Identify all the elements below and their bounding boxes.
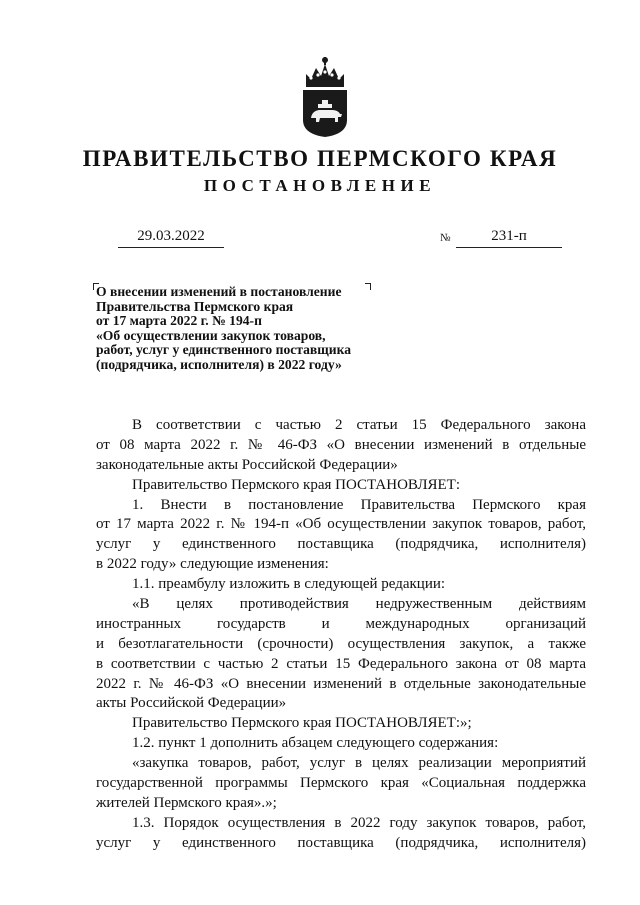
body-line: «закупка товаров, работ, услуг в целях реализации мероприятий	[132, 755, 586, 772]
subject-line: (подрядчика, исполнителя) в 2022 году»	[96, 356, 342, 372]
subject-line: от 17 марта 2022 г. № 194-п	[96, 313, 262, 329]
body-line: услуг у единственного поставщика (подрядчика, исполнителя)	[96, 536, 586, 553]
perm-krai-coat-of-arms-icon	[300, 54, 350, 138]
body-line: от 17 марта 2022 г. № 194-п «Об осуществлении закупок товаров, работ,	[96, 516, 586, 533]
government-title: ПРАВИТЕЛЬСТВО ПЕРМСКОГО КРАЯ	[82, 146, 558, 171]
body-line: 1.2. пункт 1 дополнить абзацем следующего содержания:	[132, 735, 499, 752]
number-label: №	[440, 232, 451, 244]
body-line: Правительство Пермского края ПОСТАНОВЛЯЕТ:	[132, 476, 461, 493]
body-line: иностранных государств и международных организаций	[96, 615, 586, 632]
body-line: 1.3. Порядок осуществления в 2022 году закупок товаров, работ,	[132, 814, 586, 831]
body-line: «В целях противодействия недружественным действиям	[132, 596, 586, 613]
subject-line: Правительства Пермского края	[96, 298, 294, 314]
body-line: 2022 г. № 46-ФЗ «О внесении изменений в отдельные законодательные	[96, 675, 586, 692]
body-line: услуг у единственного поставщика (подрядчика, исполнителя)	[96, 834, 586, 851]
subject-line: «Об осуществлении закупок товаров,	[96, 327, 326, 343]
document-body	[96, 416, 586, 854]
document-date: 29.03.2022	[118, 227, 224, 248]
document-subject	[96, 285, 386, 373]
body-line: государственной программы Пермского края «Социальная поддержка	[96, 775, 586, 792]
body-line: В соответствии с частью 2 статьи 15 Федерального закона	[132, 417, 586, 433]
body-line: и безотлагательности (срочности) осуществления закупок, а также	[96, 635, 586, 652]
body-line: 1. Внести в постановление Правительства Пермского края	[132, 496, 586, 513]
body-line: законодательные акты Российской Федерации»	[96, 456, 398, 473]
body-line: жителей Пермского края».»;	[96, 794, 277, 811]
body-line: Правительство Пермского края ПОСТАНОВЛЯЕТ:»;	[132, 715, 472, 732]
body-line: в соответствии с частью 2 статьи 15 Федерального закона от 08 марта	[96, 655, 586, 672]
document-number: 231-п	[456, 227, 562, 248]
body-line: 1.1. преамбулу изложить в следующей редакции:	[132, 576, 446, 593]
subject-line: работ, услуг у единственного поставщика	[96, 342, 351, 358]
body-line: в 2022 году» следующие изменения:	[96, 556, 329, 573]
document-type: ПОСТАНОВЛЕНИЕ	[203, 176, 437, 195]
subject-line: О внесении изменений в постановление	[96, 284, 342, 299]
body-line: акты Российской Федерации»	[96, 695, 287, 712]
body-line: от 08 марта 2022 г. № 46-ФЗ «О внесении изменений в отдельные	[96, 436, 586, 453]
